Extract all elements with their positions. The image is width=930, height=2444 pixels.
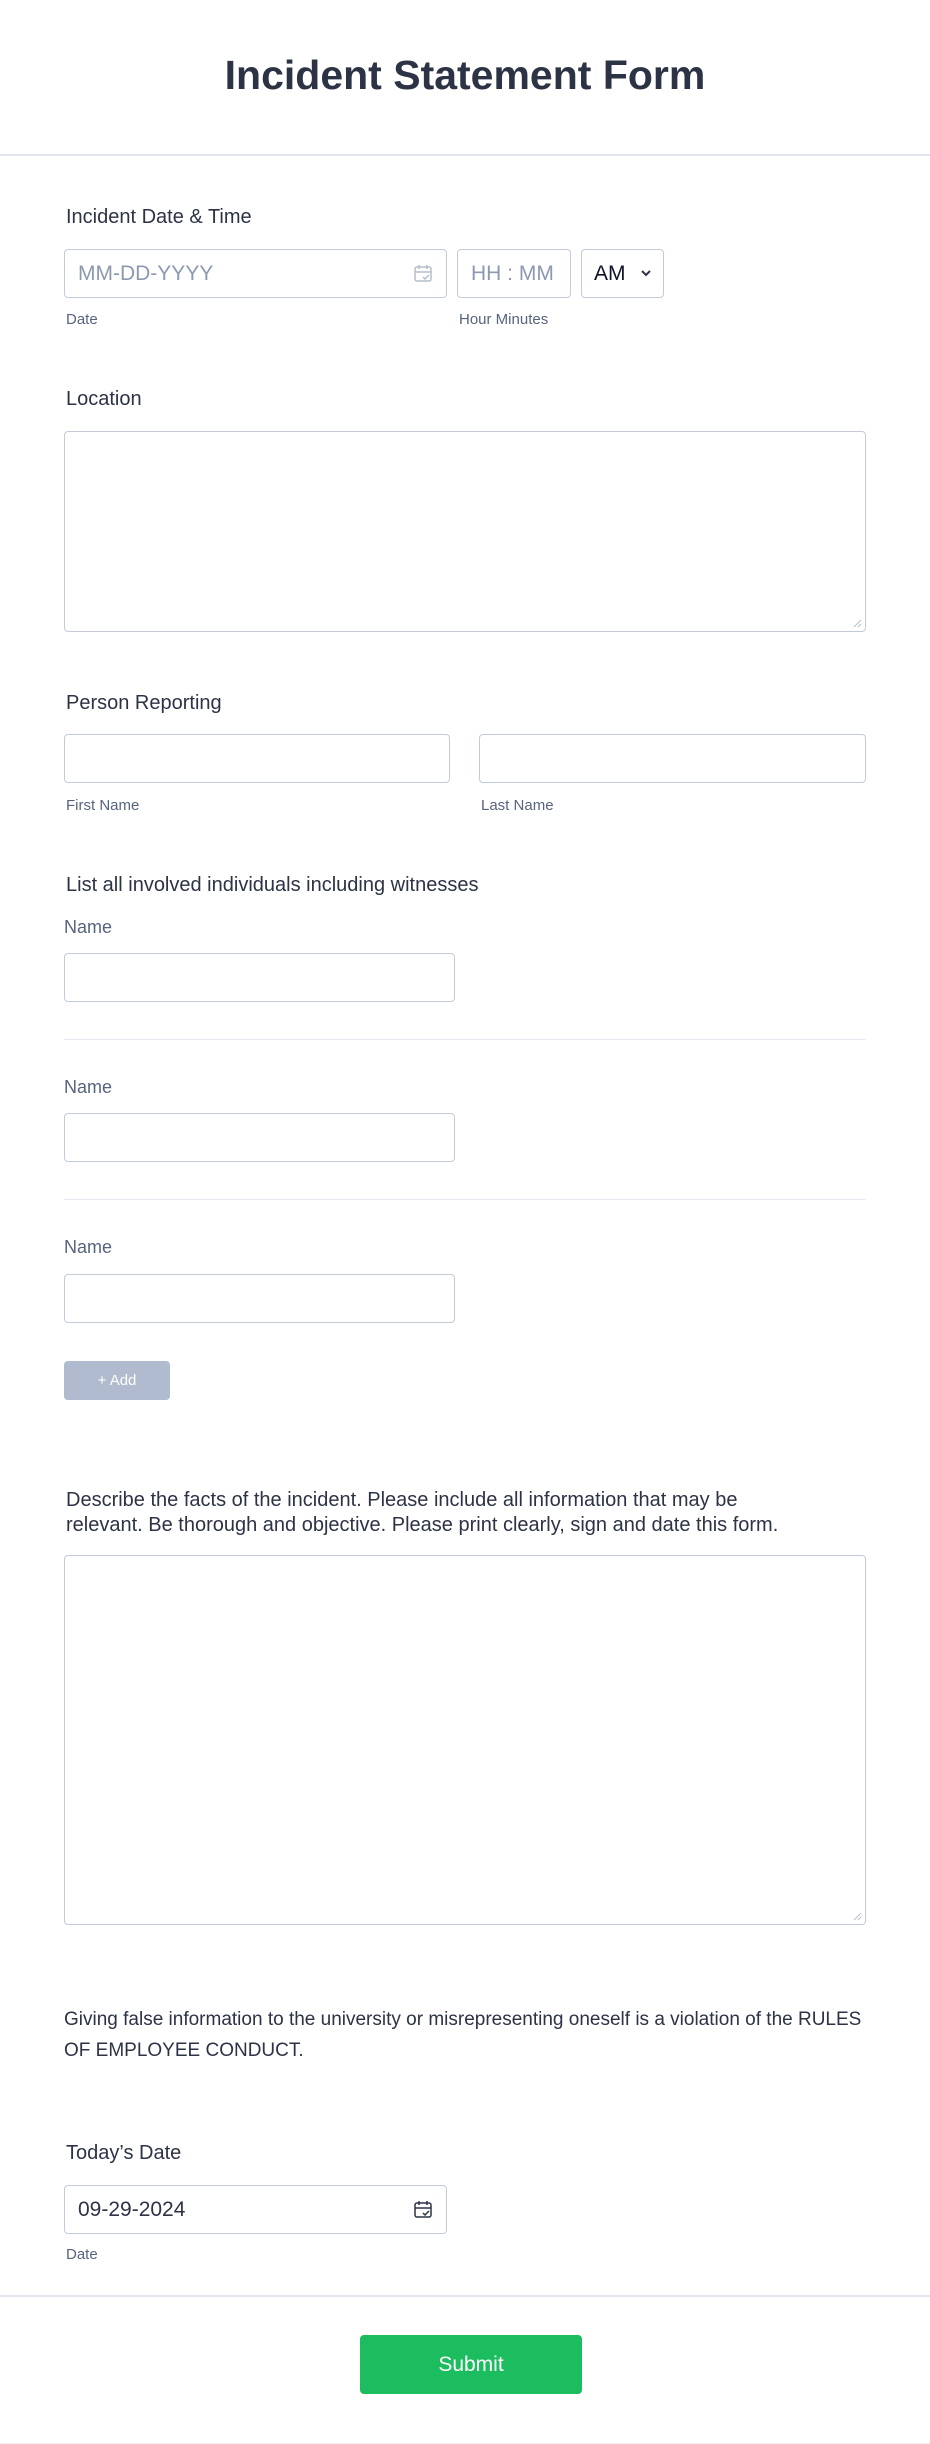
incident-time-placeholder: HH : MM [471,261,554,285]
incident-time-input[interactable] [457,249,571,298]
location-textarea[interactable] [64,431,866,632]
last-name-sublabel: Last Name [481,797,554,814]
facts-label-line1: Describe the facts of the incident. Please include all information that may be [66,1489,738,1511]
todays-date-value: 09-29-2024 [78,2197,186,2221]
ampm-value: AM [594,261,626,285]
involved-name-label-2: Name [64,1077,113,1097]
resize-handle-icon[interactable] [853,619,862,628]
incident-date-sublabel: Date [66,311,98,328]
first-name-sublabel: First Name [66,797,140,814]
involved-name-input-1[interactable] [64,953,455,1002]
incident-date-input[interactable] [64,249,447,298]
footer-divider [0,2295,930,2297]
add-row-button[interactable]: + Add [64,1361,170,1400]
conduct-notice: Giving false information to the university or misrepresenting oneself is a violation of the RULES OF EMPLOYEE CONDUCT. [64,2009,862,2061]
first-name-input[interactable] [64,734,450,783]
involved-name-input-3[interactable] [64,1274,455,1323]
person-reporting-label: Person Reporting [66,692,222,714]
last-name-input[interactable] [479,734,866,783]
row-divider [64,1199,866,1200]
facts-textarea[interactable] [64,1555,866,1925]
incident-time-sublabel: Hour Minutes [459,311,549,328]
facts-label [66,1488,778,1538]
todays-date-sublabel: Date [66,2246,98,2263]
incident-date-placeholder: MM-DD-YYYY [78,261,214,285]
calendar-icon[interactable] [413,2199,433,2220]
location-label: Location [66,388,142,410]
todays-date-input[interactable] [64,2185,447,2234]
incident-datetime-label: Incident Date & Time [66,206,252,228]
form-title: Incident Statement Form [224,51,706,98]
resize-handle-icon[interactable] [853,1912,862,1921]
involved-name-label-3: Name [64,1237,113,1257]
calendar-icon[interactable] [413,263,433,284]
submit-button[interactable]: Submit [360,2335,582,2394]
chevron-down-icon [640,269,652,277]
involved-name-label-1: Name [64,917,113,937]
facts-label-line2: relevant. Be thorough and objective. Please print clearly, sign and date this form. [66,1514,779,1536]
involved-individuals-label: List all involved individuals including witnesses [66,874,479,896]
row-divider [64,1039,866,1040]
ampm-select[interactable] [581,249,664,298]
form-header [0,0,930,156]
todays-date-label: Today’s Date [66,2142,182,2164]
involved-name-input-2[interactable] [64,1113,455,1162]
